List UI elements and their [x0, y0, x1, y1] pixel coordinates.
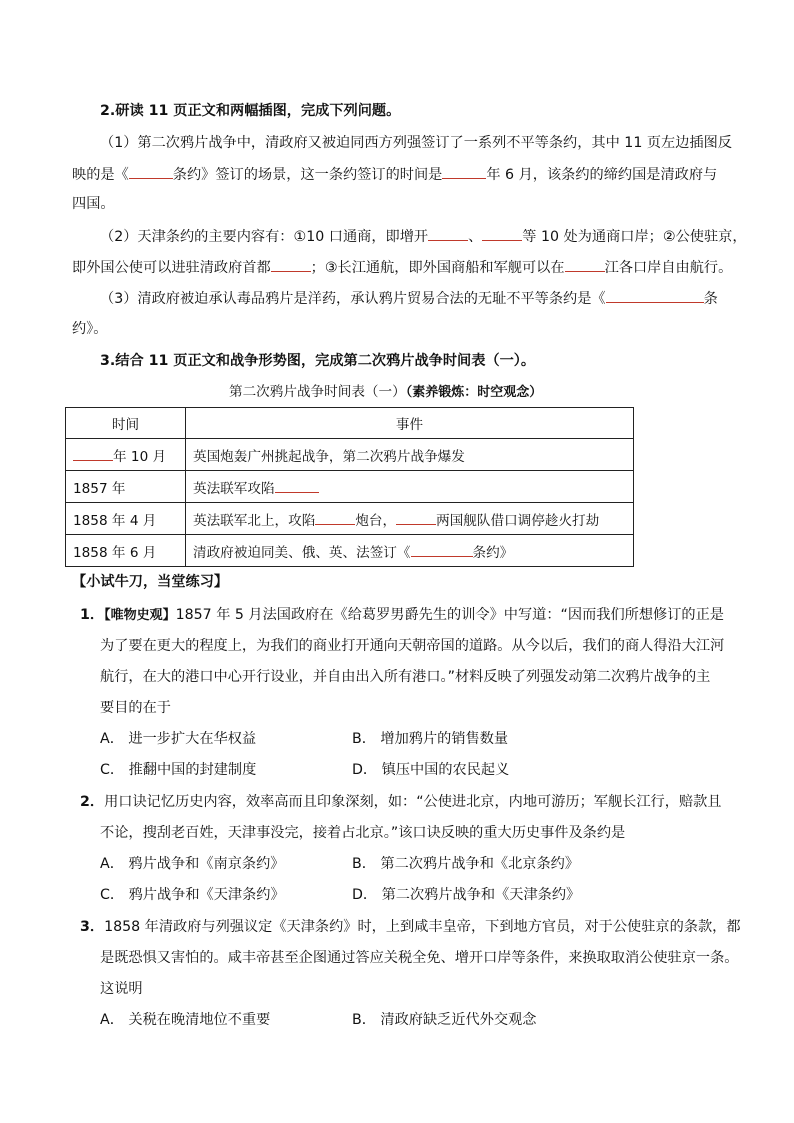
- p2-line1: [80, 792, 721, 812]
- q2-3-line2: 约》。: [72, 321, 108, 337]
- p1-line2: 为了要在更大的程度上，为我们的商业打开通向天朝帝国的道路。从今以后，我们的商人得沿大江河: [100, 638, 725, 654]
- p1-option-a[interactable]: A． 进一步扩大在华权益: [100, 731, 257, 747]
- time-text: 年 10 月: [113, 448, 167, 465]
- p1-option-c[interactable]: C． 推翻中国的封建制度: [100, 762, 257, 778]
- section3-heading: 3.结合 11 页正文和战争形势图，完成第二次鸦片战争时间表（一）。: [100, 353, 536, 369]
- table-tag: （素养锻炼：时空观念）: [405, 385, 543, 400]
- cell-event: 英国炮轰广州挑起战争，第二次鸦片战争爆发: [186, 439, 634, 471]
- q-text: 年 6 月，该条约的缔约国是清政府与: [486, 167, 718, 183]
- p1-line1: [80, 605, 724, 626]
- q-text: 条: [703, 291, 718, 307]
- answer-blank[interactable]: [442, 164, 486, 179]
- answer-blank[interactable]: [271, 257, 311, 272]
- q-text: 即外国公使可以进驻清政府首都: [72, 260, 271, 276]
- cell-event: [186, 535, 634, 567]
- q-num: 1．: [80, 607, 105, 623]
- cell-time: 1858 年 4 月: [66, 503, 186, 535]
- q-text: 、: [468, 229, 483, 245]
- p2-option-c[interactable]: C． 鸦片战争和《天津条约》: [100, 887, 285, 903]
- cell-event: [186, 471, 634, 503]
- section2-heading: 2.研读 11 页正文和两幅插图，完成下列问题。: [100, 103, 401, 119]
- answer-blank[interactable]: [315, 510, 355, 525]
- p1-line4: 要目的在于: [100, 700, 171, 716]
- q2-2-line2: [72, 257, 732, 278]
- answer-blank[interactable]: [275, 478, 319, 493]
- q-text: 等 10 处为通商口岸；②公使驻京，: [522, 229, 747, 245]
- cell-time: 1858 年 6 月: [66, 535, 186, 567]
- p2-line2: 不论，搜刮老百姓，天津事没完，接着占北京。”该口诀反映的重大历史事件及条约是: [100, 825, 626, 841]
- q-num: （1）: [100, 135, 138, 151]
- practice-heading: 【小试牛刀，当堂练习】: [72, 574, 229, 590]
- event-text: 条约》: [472, 544, 514, 561]
- q-text: 江各口岸自由航行。: [604, 260, 733, 276]
- p2-option-a[interactable]: A． 鸦片战争和《南京条约》: [100, 856, 285, 872]
- q-tag: 【唯物史观】: [104, 608, 176, 623]
- table-row: [66, 535, 634, 567]
- table-row: [66, 503, 634, 535]
- p3-option-b[interactable]: B． 清政府缺乏近代外交观念: [352, 1012, 537, 1028]
- q2-1-line1: [100, 133, 732, 153]
- q2-1-line2: [72, 164, 717, 185]
- answer-blank[interactable]: [73, 446, 113, 461]
- event-text: 清政府被迫同美、俄、英、法签订《: [193, 544, 411, 561]
- answer-blank[interactable]: [565, 257, 605, 272]
- timeline-table: [65, 407, 634, 567]
- table-title-text: 第二次鸦片战争时间表（一）: [229, 384, 406, 400]
- p1-line3: 航行，在大的港口中心开行设业，并自由出入所有港口。”材料反映了列强发动第二次鸦片战争的主: [100, 669, 711, 685]
- q-num: （3）: [100, 291, 138, 307]
- q-text: 用口诀记忆历史内容，效率高而且印象深刻，如：“公使进北京，内地可游历；军舰长江行，赔款且: [104, 794, 722, 810]
- p3-option-a[interactable]: A． 关税在晚清地位不重要: [100, 1012, 271, 1028]
- p3-line2: 是既恐惧又害怕的。咸丰帝甚至企图通过答应关税全免、增开口岸等条件，来换取取消公使驻京一条。: [100, 950, 739, 966]
- cell-time: [66, 439, 186, 471]
- q-text: 1857 年 5 月法国政府在《给葛罗男爵先生的训令》中写道：“因而我们所想修订的正是: [175, 607, 724, 623]
- p2-option-b[interactable]: B． 第二次鸦片战争和《北京条约》: [352, 856, 580, 872]
- q-num: 2．: [80, 794, 105, 810]
- q-text: 清政府被迫承认毒品鸦片是洋药，承认鸦片贸易合法的无耻不平等条约是《: [137, 291, 606, 307]
- q-text: 第二次鸦片战争中，清政府又被迫同西方列强签订了一系列不平等条约，其中 11 页左边插图反: [137, 135, 732, 151]
- event-text: 英法联军攻陷: [193, 480, 275, 497]
- q2-3-line1: [100, 288, 718, 309]
- p1-option-d[interactable]: D． 镇压中国的农民起义: [352, 762, 510, 778]
- table-row: [66, 439, 634, 471]
- q-num: （2）: [100, 229, 138, 245]
- answer-blank[interactable]: [428, 226, 468, 241]
- q-num: 3．: [80, 919, 105, 935]
- p3-line3: 这说明: [100, 981, 143, 997]
- p1-option-b[interactable]: B． 增加鸦片的销售数量: [352, 731, 509, 747]
- q2-2-line1: [100, 226, 747, 247]
- answer-blank[interactable]: [396, 510, 436, 525]
- q-text: ；③长江通航，即外国商船和军舰可以在: [310, 260, 565, 276]
- q-text: 1858 年清政府与列强议定《天津条约》时，上到咸丰皇帝，下到地方官员，对于公使驻京的条款，都: [104, 919, 741, 935]
- p3-line1: [80, 917, 741, 937]
- event-text: 两国舰队借口调停趁火打劫: [436, 512, 600, 529]
- answer-blank[interactable]: [411, 542, 473, 557]
- q2-1-line3: 四国。: [72, 196, 115, 212]
- cell-event: [186, 503, 634, 535]
- p2-option-d[interactable]: D． 第二次鸦片战争和《天津条约》: [352, 887, 581, 903]
- table-header-row: [66, 408, 634, 439]
- event-text: 炮台，: [355, 512, 397, 529]
- cell-time: 1857 年: [66, 471, 186, 503]
- q-text: 条约》签订的场景，这一条约签订的时间是: [172, 167, 443, 183]
- table-row: [66, 471, 634, 503]
- header-event: 事件: [186, 408, 634, 439]
- header-time: 时间: [66, 408, 186, 439]
- answer-blank[interactable]: [129, 164, 173, 179]
- q-text: 映的是《: [72, 167, 129, 183]
- event-text: 英法联军北上，攻陷: [193, 512, 316, 529]
- answer-blank[interactable]: [606, 288, 704, 303]
- table-title: [229, 382, 542, 403]
- answer-blank[interactable]: [482, 226, 522, 241]
- q-text: 天津条约的主要内容有：①10 口通商，即增开: [137, 229, 429, 245]
